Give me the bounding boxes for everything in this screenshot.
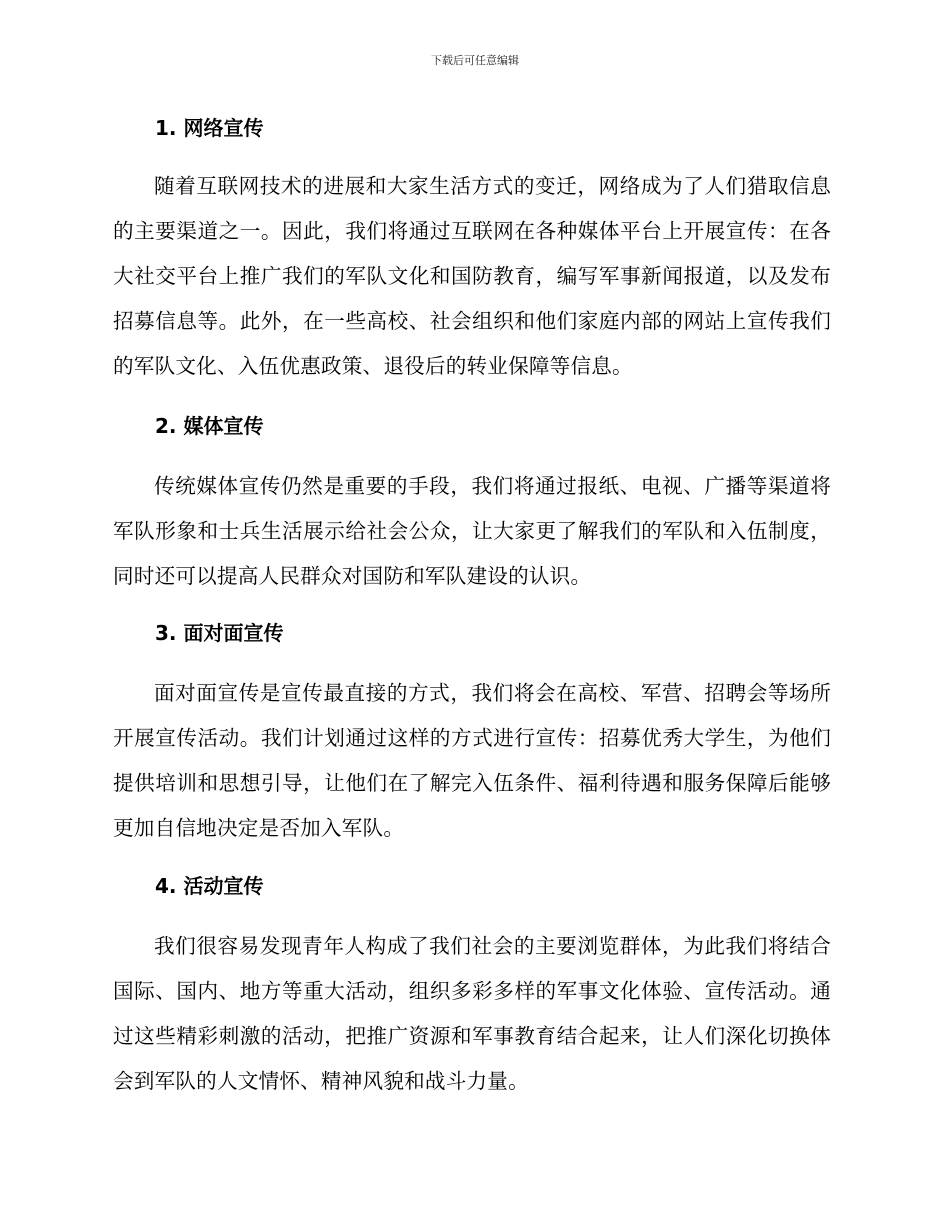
section-heading-2: 2. 媒体宣传 xyxy=(155,414,264,438)
section-paragraph-2: 传统媒体宣传仍然是重要的手段，我们将通过报纸、电视、广播等渠道将军队形象和士兵生活展示给社会公众，让大家更了解我们的军队和入伍制度，同时还可以提高人民群众对国防和军队建设的认识。 xyxy=(113,474,831,588)
page-header: 下载后可任意编辑 xyxy=(431,54,519,67)
section-paragraph-1: 随着互联网技术的进展和大家生活方式的变迁，网络成为了人们猎取信息的主要渠道之一。因此，我们将通过互联网在各种媒体平台上开展宣传：在各大社交平台上推广我们的军队文化和国防教育，编写军事新闻报道，以及发布招募信息等。此外，在一些高校、社会组织和他们家庭内部的网站上宣传我们的军队文化、入伍优惠政策、退役后的转业保障等信息。 xyxy=(113,174,831,378)
section-heading-3: 3. 面对面宣传 xyxy=(155,621,284,645)
section-paragraph-3: 面对面宣传是宣传最直接的方式，我们将会在高校、军营、招聘会等场所开展宣传活动。我们计划通过这样的方式进行宣传：招募优秀大学生，为他们提供培训和思想引导，让他们在了解完入伍条件、福利待遇和服务保障后能够更加自信地决定是否加入军队。 xyxy=(113,681,831,840)
section-paragraph-4: 我们很容易发现青年人构成了我们社会的主要浏览群体，为此我们将结合国际、国内、地方等重大活动，组织多彩多样的军事文化体验、宣传活动。通过这些精彩刺激的活动，把推广资源和军事教育结合起来，让人们深化切换体会到军队的人文情怀、精神风貌和战斗力量。 xyxy=(113,934,831,1093)
document-body xyxy=(113,112,831,1104)
section-heading-1: 1. 网络宣传 xyxy=(155,116,264,140)
section-heading-4: 4. 活动宣传 xyxy=(155,874,264,898)
